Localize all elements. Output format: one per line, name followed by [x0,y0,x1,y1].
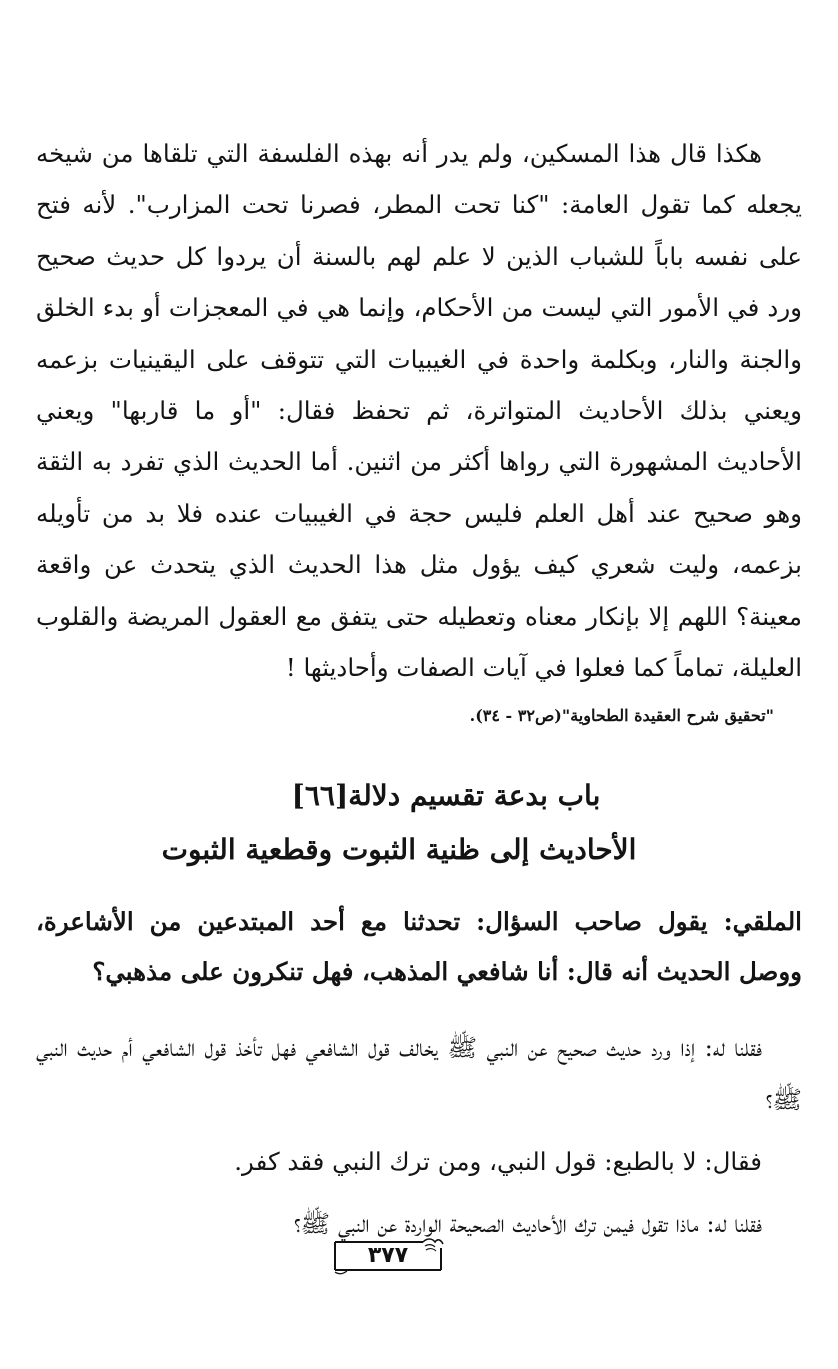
source-citation: "تحقيق شرح العقيدة الطحاوية"(ص٣٢ - ٣٤). [469,706,774,726]
page-number: ٣٧٧ [367,1243,409,1268]
chapter-title-line-2: الأحاديث إلى ظنية الثبوت وقطعية الثبوت [161,833,637,867]
dialogue-paragraph-2: فقال: لا بالطبع: قول النبي، ومن ترك النبي فقد كفر. [234,1146,762,1176]
chapter-heading-line-1 [36,769,802,823]
question-paragraph: الملقي: يقول صاحب السؤال: تحدثنا مع أحد المبتدعين من الأشاعرة، ووصل الحديث أنه قال: أنا شافعي المذهب، فهل تنكرون على مذهبي؟ [36,907,802,987]
chapter-heading [36,769,802,877]
page-content [36,128,802,1250]
page-number-box [331,1236,445,1276]
dialogue-paragraph-1: فقلنا له: إذا ورد حديث صحيح عن النبي ﷺ يخالف قول الشافعي فهل تأخذ قول الشافعي أم حديث النبي ﷺ؟ [36,1032,802,1114]
body-paragraph: هكذا قال هذا المسكين، ولم يدر أنه بهذه الفلسفة التي تلقاها من شيخه يجعله كما تقول العامة: "كنا تحت المطر، فصرنا تحت المزارب". لأنه فتح على نفسه باباً للشباب الذين لا علم لهم بالسنة أن يردوا كل حديث صحيح ورد في الأمور التي ليست من الأحكام، وإنما هي في المعجزات أو بدء الخلق والجنة والنار، وبكلمة واحدة في الغيبيات التي تتوقف على اليقينيات بزعمه ويعني بذلك الأحاديث المتواترة، ثم تحفظ فقال: "أو ما قاربها" ويعني الأحاديث المشهورة التي رواها أكثر من اثنين. أما الحديث الذي تفرد به الثقة وهو صحيح عند أهل العلم فليس حجة في الغيبيات عنده فلا بد من تأويله بزعمه، وليت شعري كيف يؤول مثل هذا الحديث الذي يتحدث عن واقعة معينة؟ اللهم إلا بإنكار معناه وتعطيله حتى يتفق مع العقول المريضة والقلوب العليلة، تماماً كما فعلوا في آيات الصفات وأحاديثها ! [36,139,802,683]
dialogue-paragraph-3: فقلنا له: ماذا تقول فيمن ترك الأحاديث الصحيحة الواردة عن النبي ﷺ؟ [293,1208,762,1238]
chapter-title-line-1: باب بدعة تقسيم دلالة [348,779,601,813]
chapter-number: [٦٦] [291,779,349,813]
